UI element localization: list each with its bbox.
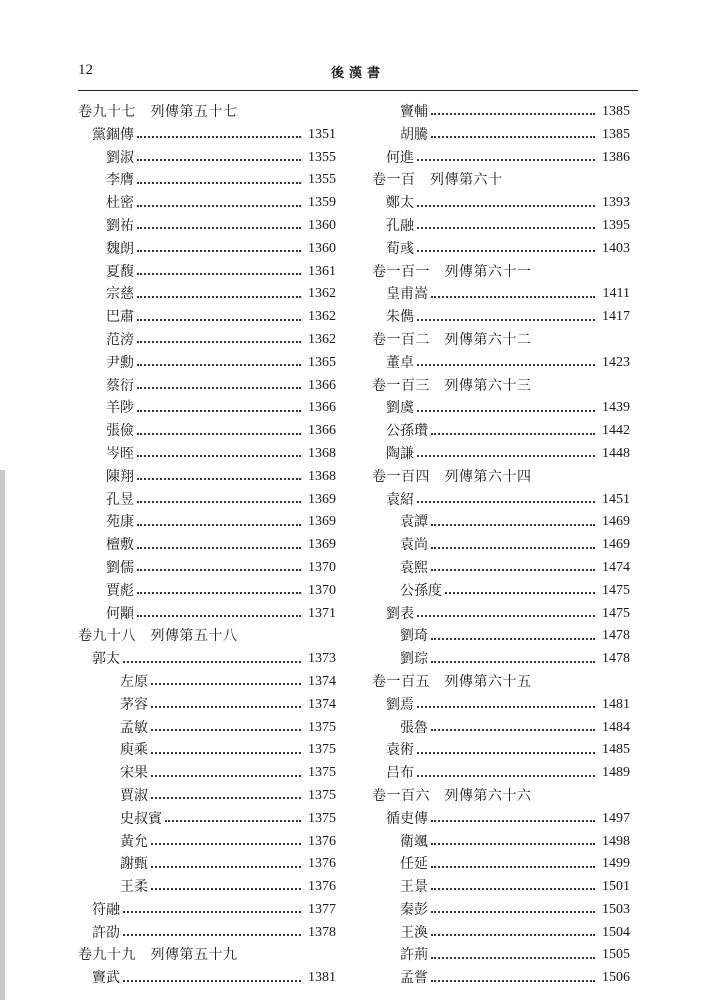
toc-entry[interactable]	[372, 352, 630, 375]
entry-page-number: 1377	[308, 901, 336, 917]
dot-leader	[137, 136, 301, 138]
entry-name: 庾乘	[120, 742, 148, 759]
entry-page-number: 1451	[602, 491, 630, 507]
entry-page-number: 1385	[602, 126, 630, 142]
entry-page-number: 1385	[602, 104, 630, 119]
entry-page-number: 1504	[602, 924, 630, 940]
entry-page-number: 1475	[602, 582, 630, 598]
entry-name: 岑晊	[106, 445, 134, 462]
toc-entry[interactable]	[372, 808, 630, 831]
entry-page-number: 1501	[602, 879, 630, 895]
entry-name: 孟嘗	[400, 970, 428, 987]
dot-leader	[137, 227, 301, 229]
toc-entry[interactable]	[372, 922, 630, 945]
entry-name: 劉淑	[106, 149, 134, 166]
dot-leader	[137, 433, 301, 435]
entry-name: 劉祐	[106, 217, 134, 234]
entry-page-number: 1485	[602, 742, 630, 758]
dot-leader	[137, 524, 301, 526]
entry-name: 公孫度	[400, 582, 442, 599]
entry-name: 巴肅	[106, 309, 134, 326]
dot-leader	[431, 820, 595, 822]
chapter-label: 卷九十八 列傳第五十八	[78, 628, 238, 645]
dot-leader	[151, 729, 301, 731]
toc-entry[interactable]	[78, 762, 336, 785]
toc-entry[interactable]	[78, 831, 336, 854]
toc-entry[interactable]	[372, 443, 630, 466]
entry-page-number: 1484	[602, 719, 630, 735]
toc-entry[interactable]	[78, 899, 336, 922]
entry-name: 董卓	[386, 354, 414, 371]
entry-page-number: 1369	[308, 514, 336, 530]
toc-left-column	[78, 101, 336, 990]
dot-leader	[431, 524, 595, 526]
dot-leader	[417, 410, 595, 412]
entry-page-number: 1375	[308, 810, 336, 826]
dot-leader	[151, 706, 301, 708]
entry-name: 公孫瓚	[386, 423, 428, 440]
toc-entry[interactable]	[78, 717, 336, 740]
toc-entry[interactable]	[78, 489, 336, 512]
dot-leader	[431, 888, 595, 890]
dot-leader	[417, 455, 595, 457]
toc-right-column	[372, 101, 630, 990]
dot-leader	[137, 478, 301, 480]
entry-page-number: 1505	[602, 947, 630, 963]
chapter-label: 卷九十九 列傳第五十九	[78, 947, 238, 964]
chapter-heading	[372, 261, 630, 284]
dot-leader	[137, 341, 301, 343]
dot-leader	[431, 638, 595, 640]
entry-name: 竇武	[92, 970, 120, 987]
dot-leader	[431, 911, 595, 913]
dot-leader	[417, 364, 595, 366]
toc-entry[interactable]	[372, 694, 630, 717]
entry-page-number: 1423	[602, 354, 630, 370]
toc-entry[interactable]	[78, 147, 336, 170]
entry-name: 夏馥	[106, 263, 134, 280]
entry-name: 袁紹	[386, 491, 414, 508]
entry-page-number: 1411	[602, 286, 630, 302]
chapter-label: 卷一百三 列傳第六十三	[372, 377, 532, 394]
toc-entry[interactable]	[372, 625, 630, 648]
chapter-heading	[78, 944, 336, 967]
toc-entry[interactable]	[78, 694, 336, 717]
entry-name: 黃允	[120, 833, 148, 850]
toc-entry[interactable]	[78, 215, 336, 238]
toc-entry[interactable]	[372, 648, 630, 671]
dot-leader	[431, 980, 595, 982]
toc-entry[interactable]	[372, 101, 630, 124]
toc-entry[interactable]	[78, 169, 336, 192]
running-title: 後漢書	[330, 66, 385, 81]
entry-name: 孟敏	[120, 719, 148, 736]
toc-entry[interactable]	[372, 762, 630, 785]
toc-entry[interactable]	[372, 603, 630, 626]
entry-page-number: 1478	[602, 651, 630, 667]
entry-name: 王柔	[120, 879, 148, 896]
toc-entry[interactable]	[78, 557, 336, 580]
toc-entry[interactable]	[78, 808, 336, 831]
entry-page-number: 1478	[602, 628, 630, 644]
chapter-label: 卷九十七 列傳第五十七	[78, 104, 238, 120]
dot-leader	[151, 752, 301, 754]
toc-entry[interactable]	[372, 306, 630, 329]
toc-entry[interactable]	[372, 397, 630, 420]
toc-entry[interactable]	[372, 853, 630, 876]
dot-leader	[417, 706, 595, 708]
toc-entry[interactable]	[78, 853, 336, 876]
dot-leader	[123, 911, 301, 913]
chapter-heading	[372, 466, 630, 489]
entry-page-number: 1370	[308, 559, 336, 575]
dot-leader	[137, 159, 301, 161]
toc-entry[interactable]	[78, 466, 336, 489]
dot-leader	[417, 159, 595, 161]
toc-entry[interactable]	[372, 238, 630, 261]
entry-page-number: 1469	[602, 537, 630, 553]
entry-page-number: 1362	[308, 286, 336, 302]
toc-entry[interactable]	[372, 876, 630, 899]
entry-name: 李膺	[106, 172, 134, 189]
entry-name: 陶謙	[386, 445, 414, 462]
chapter-heading	[372, 785, 630, 808]
dot-leader	[431, 957, 595, 959]
entry-page-number: 1360	[308, 240, 336, 256]
entry-page-number: 1366	[308, 377, 336, 393]
entry-name: 史叔賓	[120, 810, 162, 827]
entry-name: 尹勳	[106, 354, 134, 371]
entry-page-number: 1366	[308, 400, 336, 416]
dot-leader	[431, 547, 595, 549]
entry-page-number: 1369	[308, 491, 336, 507]
dot-leader	[417, 205, 595, 207]
toc-entry[interactable]	[372, 534, 630, 557]
entry-page-number: 1378	[308, 924, 336, 940]
entry-name: 王景	[400, 879, 428, 896]
toc-entry[interactable]	[372, 420, 630, 443]
chapter-heading	[372, 169, 630, 192]
entry-page-number: 1351	[308, 126, 336, 142]
dot-leader	[151, 843, 301, 845]
entry-name: 竇輔	[400, 104, 428, 120]
dot-leader	[137, 547, 301, 549]
entry-name: 賈彪	[106, 582, 134, 599]
dot-leader	[137, 319, 301, 321]
entry-page-number: 1381	[308, 970, 336, 986]
entry-name: 劉表	[386, 605, 414, 622]
dot-leader	[123, 934, 301, 936]
entry-name: 袁尚	[400, 537, 428, 554]
toc-entry[interactable]	[78, 534, 336, 557]
entry-page-number: 1386	[602, 149, 630, 165]
dot-leader	[137, 250, 301, 252]
entry-name: 衛颯	[400, 833, 428, 850]
chapter-label: 卷一百四 列傳第六十四	[372, 468, 532, 485]
toc-entry[interactable]	[78, 922, 336, 945]
entry-page-number: 1376	[308, 833, 336, 849]
entry-page-number: 1355	[308, 149, 336, 165]
toc-entry[interactable]	[372, 557, 630, 580]
entry-name: 何進	[386, 149, 414, 166]
entry-page-number: 1489	[602, 765, 630, 781]
entry-name: 鄭太	[386, 195, 414, 212]
entry-name: 苑康	[106, 514, 134, 531]
dot-leader	[431, 569, 595, 571]
entry-page-number: 1365	[308, 354, 336, 370]
dot-leader	[123, 980, 301, 982]
chapter-heading	[372, 329, 630, 352]
entry-name: 蔡衍	[106, 377, 134, 394]
toc-entry[interactable]	[78, 443, 336, 466]
toc-entry[interactable]	[78, 785, 336, 808]
entry-name: 劉虞	[386, 400, 414, 417]
dot-leader	[431, 113, 595, 115]
entry-page-number: 1499	[602, 856, 630, 872]
chapter-label: 卷一百五 列傳第六十五	[372, 673, 532, 690]
toc-entry[interactable]	[78, 671, 336, 694]
entry-page-number: 1374	[308, 673, 336, 689]
toc-entry[interactable]	[372, 967, 630, 990]
toc-entry[interactable]	[78, 397, 336, 420]
chapter-label: 卷一百六 列傳第六十六	[372, 787, 532, 804]
entry-name: 孔昱	[106, 491, 134, 508]
entry-name: 郭太	[92, 651, 120, 668]
entry-name: 劉焉	[386, 696, 414, 713]
entry-page-number: 1442	[602, 423, 630, 439]
entry-page-number: 1469	[602, 514, 630, 530]
entry-page-number: 1481	[602, 696, 630, 712]
dot-leader	[445, 592, 595, 594]
entry-page-number: 1475	[602, 605, 630, 621]
dot-leader	[137, 455, 301, 457]
entry-name: 何顒	[106, 605, 134, 622]
entry-page-number: 1474	[602, 559, 630, 575]
dot-leader	[431, 136, 595, 138]
entry-name: 陳翔	[106, 468, 134, 485]
entry-name: 魏朗	[106, 240, 134, 257]
dot-leader	[123, 661, 301, 663]
entry-page-number: 1448	[602, 445, 630, 461]
dot-leader	[151, 775, 301, 777]
entry-name: 秦彭	[400, 901, 428, 918]
entry-name: 張儉	[106, 423, 134, 440]
toc-entry[interactable]	[78, 261, 336, 284]
dot-leader	[137, 501, 301, 503]
toc-entry[interactable]	[372, 739, 630, 762]
entry-page-number: 1360	[308, 217, 336, 233]
chapter-heading	[78, 625, 336, 648]
toc-entry[interactable]	[78, 876, 336, 899]
toc-entry[interactable]	[78, 967, 336, 990]
toc-entry[interactable]	[372, 580, 630, 603]
toc-entry[interactable]	[372, 147, 630, 170]
entry-name: 孔融	[386, 217, 414, 234]
dot-leader	[431, 934, 595, 936]
entry-page-number: 1370	[308, 582, 336, 598]
dot-leader	[137, 410, 301, 412]
entry-page-number: 1417	[602, 309, 630, 325]
dot-leader	[137, 569, 301, 571]
entry-name: 黨錮傳	[92, 126, 134, 143]
entry-page-number: 1355	[308, 172, 336, 188]
entry-name: 袁術	[386, 742, 414, 759]
entry-page-number: 1393	[602, 195, 630, 211]
entry-page-number: 1375	[308, 765, 336, 781]
entry-page-number: 1368	[308, 445, 336, 461]
entry-name: 宗慈	[106, 286, 134, 303]
entry-page-number: 1375	[308, 719, 336, 735]
toc-entry[interactable]	[372, 215, 630, 238]
entry-page-number: 1503	[602, 901, 630, 917]
dot-leader	[137, 205, 301, 207]
entry-name: 許荊	[400, 947, 428, 964]
chapter-label: 卷一百一 列傳第六十一	[372, 263, 532, 280]
dot-leader	[137, 273, 301, 275]
entry-name: 左原	[120, 673, 148, 690]
entry-name: 任延	[400, 856, 428, 873]
entry-page-number: 1374	[308, 696, 336, 712]
entry-name: 賈淑	[120, 787, 148, 804]
entry-page-number: 1498	[602, 833, 630, 849]
entry-page-number: 1366	[308, 423, 336, 439]
entry-name: 謝甄	[120, 856, 148, 873]
chapter-heading	[372, 375, 630, 398]
dot-leader	[417, 752, 595, 754]
toc-entry[interactable]	[78, 739, 336, 762]
toc-entry[interactable]	[78, 124, 336, 147]
dot-leader	[417, 319, 595, 321]
entry-name: 王渙	[400, 924, 428, 941]
toc-entry[interactable]	[372, 489, 630, 512]
entry-name: 循吏傳	[386, 810, 428, 827]
entry-page-number: 1362	[308, 331, 336, 347]
entry-page-number: 1359	[308, 195, 336, 211]
entry-page-number: 1497	[602, 810, 630, 826]
entry-name: 朱儁	[386, 309, 414, 326]
toc-entry[interactable]	[372, 717, 630, 740]
header-rule	[78, 90, 638, 91]
toc-entry[interactable]	[372, 511, 630, 534]
entry-page-number: 1506	[602, 970, 630, 986]
toc-entry[interactable]	[78, 238, 336, 261]
toc-entry[interactable]	[78, 192, 336, 215]
entry-name: 杜密	[106, 195, 134, 212]
dot-leader	[137, 364, 301, 366]
binding-gutter-shadow	[0, 470, 5, 1000]
toc-entry[interactable]	[78, 511, 336, 534]
dot-leader	[431, 729, 595, 731]
entry-name: 劉儒	[106, 559, 134, 576]
entry-page-number: 1376	[308, 856, 336, 872]
entry-page-number: 1375	[308, 742, 336, 758]
toc-entry[interactable]	[78, 648, 336, 671]
toc-entry[interactable]	[372, 283, 630, 306]
entry-page-number: 1368	[308, 468, 336, 484]
entry-page-number: 1362	[308, 309, 336, 325]
entry-name: 符融	[92, 901, 120, 918]
entry-name: 范滂	[106, 331, 134, 348]
entry-page-number: 1403	[602, 240, 630, 256]
entry-name: 羊陟	[106, 400, 134, 417]
dot-leader	[431, 866, 595, 868]
entry-page-number: 1395	[602, 217, 630, 233]
page-number: 12	[78, 62, 93, 78]
chapter-heading	[372, 671, 630, 694]
entry-name: 檀敷	[106, 537, 134, 554]
dot-leader	[137, 615, 301, 617]
dot-leader	[417, 615, 595, 617]
toc-entry[interactable]	[78, 580, 336, 603]
toc-entry[interactable]	[78, 375, 336, 398]
entry-page-number: 1375	[308, 787, 336, 803]
entry-name: 吕布	[386, 765, 414, 782]
dot-leader	[165, 820, 301, 822]
toc-entry[interactable]	[78, 603, 336, 626]
entry-name: 許劭	[92, 924, 120, 941]
toc-entry[interactable]	[78, 283, 336, 306]
entry-name: 袁譚	[400, 514, 428, 531]
entry-name: 袁熙	[400, 559, 428, 576]
dot-leader	[431, 433, 595, 435]
dot-leader	[431, 843, 595, 845]
entry-page-number: 1371	[308, 605, 336, 621]
toc-entry[interactable]	[372, 899, 630, 922]
toc-entry[interactable]	[78, 306, 336, 329]
dot-leader	[137, 387, 301, 389]
dot-leader	[431, 296, 595, 298]
dot-leader	[137, 182, 301, 184]
dot-leader	[417, 501, 595, 503]
entry-page-number: 1376	[308, 879, 336, 895]
dot-leader	[431, 661, 595, 663]
dot-leader	[417, 775, 595, 777]
chapter-heading	[78, 101, 336, 124]
toc-entry[interactable]	[372, 944, 630, 967]
entry-name: 皇甫嵩	[386, 286, 428, 303]
toc-entry[interactable]	[78, 329, 336, 352]
toc-entry[interactable]	[372, 124, 630, 147]
toc-entry[interactable]	[372, 192, 630, 215]
dot-leader	[417, 227, 595, 229]
entry-page-number: 1439	[602, 400, 630, 416]
chapter-label: 卷一百二 列傳第六十二	[372, 331, 532, 348]
dot-leader	[151, 866, 301, 868]
entry-name: 茅容	[120, 696, 148, 713]
toc-entry[interactable]	[372, 831, 630, 854]
toc-entry[interactable]	[78, 352, 336, 375]
entry-name: 劉琮	[400, 651, 428, 668]
dot-leader	[151, 888, 301, 890]
page-header	[78, 58, 638, 86]
entry-page-number: 1369	[308, 537, 336, 553]
dot-leader	[137, 296, 301, 298]
entry-name: 荀彧	[386, 240, 414, 257]
entry-name: 宋果	[120, 765, 148, 782]
chapter-label: 卷一百 列傳第六十	[372, 172, 503, 189]
dot-leader	[151, 683, 301, 685]
entry-name: 劉琦	[400, 628, 428, 645]
entry-name: 胡騰	[400, 126, 428, 143]
entry-page-number: 1373	[308, 651, 336, 667]
entry-name: 張魯	[400, 719, 428, 736]
toc-entry[interactable]	[78, 420, 336, 443]
entry-page-number: 1361	[308, 263, 336, 279]
dot-leader	[137, 592, 301, 594]
dot-leader	[151, 797, 301, 799]
dot-leader	[417, 250, 595, 252]
